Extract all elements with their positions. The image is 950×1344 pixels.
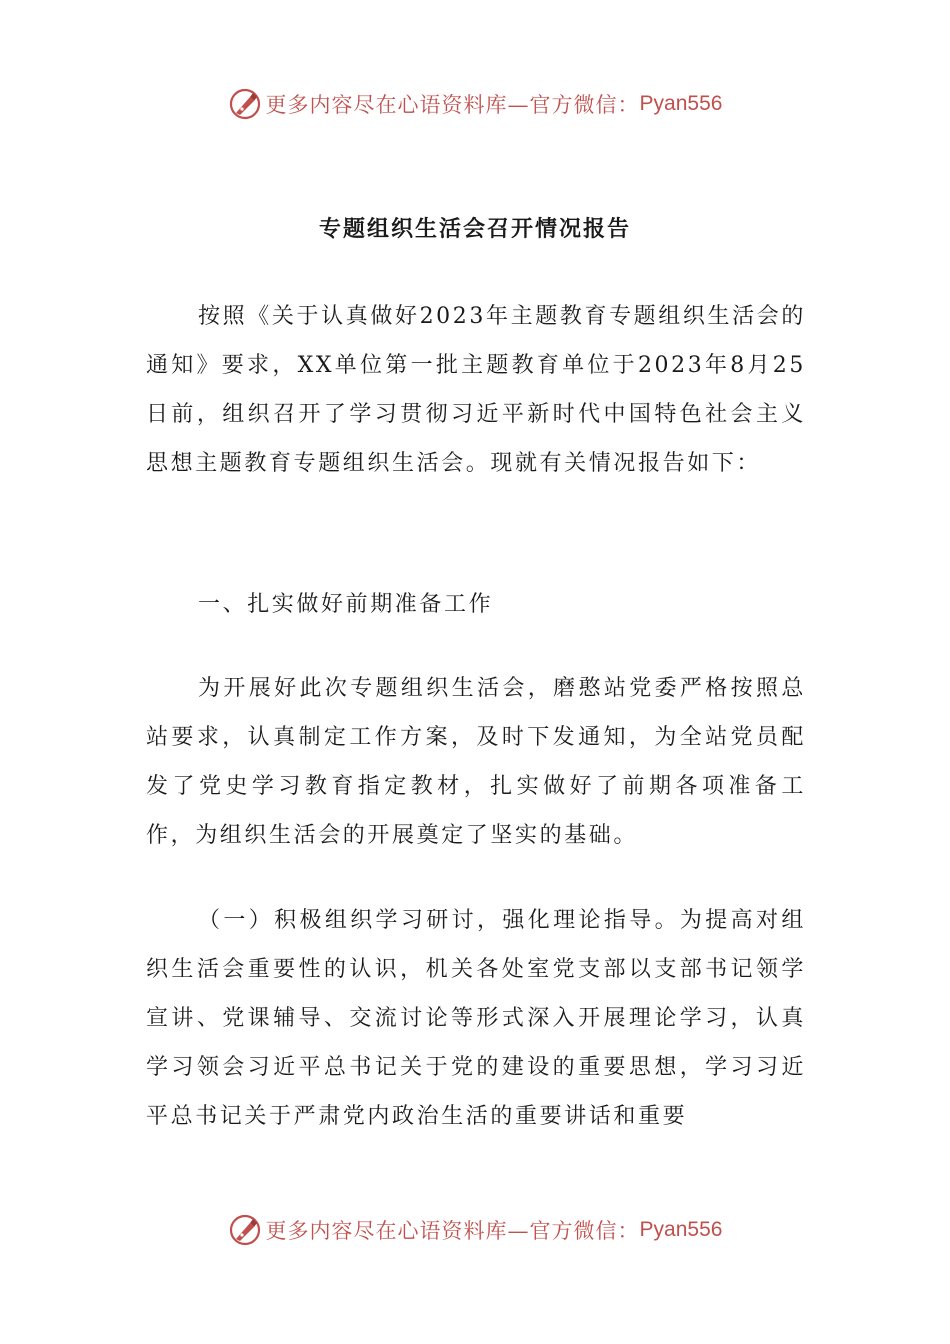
- footer-watermark: [0, 1210, 950, 1250]
- header-watermark: [0, 84, 950, 124]
- section-heading: 一、扎实做好前期准备工作: [198, 592, 494, 617]
- watermark-wechat-id: Pyan556: [639, 92, 723, 115]
- pen-nib-logo-icon: [228, 87, 262, 121]
- body-paragraph: 为开展好此次专题组织生活会，磨憨站党委严格按照总站要求，认真制定工作方案，及时下发通知，为全站党员配发了党史学习教育指定教材，扎实做好了前期各项准备工作，为组织生活会的开展奠定了坚实的基础。: [146, 676, 806, 848]
- watermark-text: 更多内容尽在心语资料库—官方微信：: [265, 1219, 640, 1243]
- document-title: 专题组织生活会召开情况报告: [318, 216, 631, 242]
- watermark-text: 更多内容尽在心语资料库—官方微信：: [265, 93, 640, 117]
- pen-nib-logo-icon: [228, 1213, 262, 1247]
- body-paragraph: （一）积极组织学习研讨，强化理论指导。为提高对组织生活会重要性的认识，机关各处室党支部以支部书记领学宣讲、党课辅导、交流讨论等形式深入开展理论学习，认真学习领会习近平总书记关于党的建设的重要思想，学习习近平总书记关于严肃党内政治生活的重要讲话和重要: [146, 908, 806, 1129]
- watermark-wechat-id: Pyan556: [639, 1218, 723, 1241]
- intro-paragraph: 按照《关于认真做好2023年主题教育专题组织生活会的通知》要求，XX单位第一批主题教育单位于2023年8月25日前，组织召开了学习贯彻习近平新时代中国特色社会主义思想主题教育专题组织生活会。现就有关情况报告如下：: [146, 304, 806, 476]
